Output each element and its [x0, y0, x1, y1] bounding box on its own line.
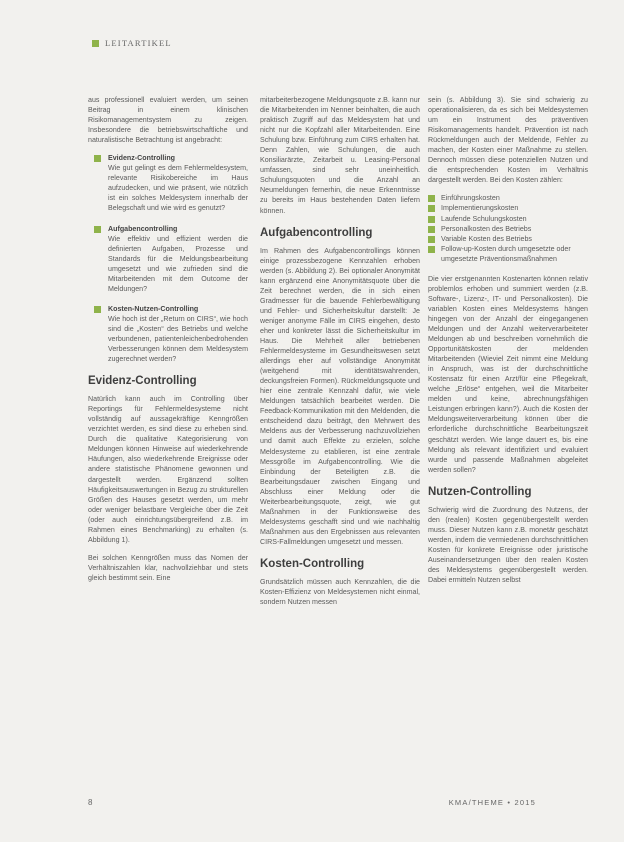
item-text: Wie hoch ist der „Return on CIRS“, wie hoch sind die „Kosten“ des Betriebs und welche verbundenen, patientenleichenbedrohenden Verbesserungen können dem Meldesystem zugerechnet werden? [108, 314, 248, 364]
cost-list [428, 193, 588, 263]
item-text: Wie effektiv und effizient werden die definierten Aufgaben, Prozesse und Standards für die Meldungsbearbeitung umgesetzt und wie zufrieden sind die Mitarbeitenden mit dem Outcome der Meldungen? [108, 234, 248, 293]
paragraph: sein (s. Abbildung 3). Sie sind schwierig zu operationalisieren, da es sich bei Meldesystemen um ein Instrument des präventiven Risikomanagements handelt. Prävention ist nach Rückmeldungen auch der Meldende, Fehler zu machen, der Kosten einer Maßnahme zu stellen. Dennoch müssen diese potenziellen Nutzen und die entsprechenden Kosten im Verhältnis dargestellt werden. Bei den Kosten zählen: [428, 96, 588, 185]
running-head [92, 38, 172, 48]
list-item [88, 153, 248, 213]
list-item: Follow-up-Kosten durch umgesetzte oder umgesetzte Präventionsmaßnahmen [428, 244, 588, 264]
list-item [88, 304, 248, 364]
list-item [88, 224, 248, 294]
item-title: Evidenz-Controlling [108, 154, 175, 163]
column-1 [88, 95, 248, 591]
paragraph: Grundsätzlich müssen auch Kennzahlen, die die Kosten-Effizienz von Meldesystemen nicht einmal, sondern Nutzen messen [260, 577, 420, 607]
bullet-icon [428, 226, 435, 233]
paragraph: aus professionell evaluiert werden, um seinen Beitrag in einem klinischen Risikomanagementsystem zu zeigen. Insbesondere die betriebswirtschaftliche und naturalistische Betrachtung ist angebracht: [88, 96, 248, 145]
paragraph: Die vier erstgenannten Kostenarten können relativ problemlos erhoben und summiert werden (z.B. Software-, Lizenz-, IT- und Personalkosten). Die variablen Kosten eines Meldesystems hängen hingegen von der Anzahl der eingegangenen Meldungen und der Anzahl weiterverarbeiteter Meldungen ab und beschreiben vornehmlich die Opportunitätskosten der meldenden Mitarbeitenden (Wieviel Zeit nimmt eine Meldung in Anspruch, was ist der durchschnittliche Kostensatz für einen Arzt/für eine Pflegekraft, welche „Erlöse“ entgehen, weil die Mitarbeiter melden und keine, abrechnungsfähigen Leistungen erbringen kann?). Auch die Kosten der Meldungsweiterverarbeitung können über die erforderliche durchschnittliche Bearbeitungszeit geschätzt werden. Wie lange dauert es, bis eine Meldung als relevant identifiziert und evaluiert wurde und passende Maßnahmen abgeleitet werden sollen? [428, 274, 588, 474]
bullet-icon [428, 236, 435, 243]
paragraph: mitarbeiterbezogene Meldungsquote z.B. kann nur die Mitarbeitenden im Nenner beinhalten, die auch praktisch Zugriff auf das Meldesystem hat und nicht nur die Kopfzahl aller Mitarbeitenden. Eine Schulung bzw. Einführung zum CIRS erhalten hat. Denn Zahlen, wie Schulungen, die auch Konsiliarärzte, Zeitarbeit u. Leasing-Personal umfassen, sind sehr uneinheitlich. Schulungsquoten und die Anzahl an Neumeldungen fernerhin, die neue Erkenntnisse zu bereits im Haus bestehenden Daten liefern können. [260, 96, 420, 215]
section-heading: Nutzen-Controlling [428, 485, 532, 498]
running-title: LEITARTIKEL [105, 38, 172, 48]
item-text: Wie gut gelingt es dem Fehlermeldesystem, relevante Risikobereiche im Haus aufzudecken, und wie präsent, wie nützlich ist ein solches Meldesystem innerhalb der Belegschaft und wie wird es genutzt? [108, 164, 248, 213]
item-title: Kosten-Nutzen-Controlling [108, 304, 199, 313]
column-2 [260, 95, 420, 615]
bullet-icon [94, 155, 101, 162]
list-item: Implementierungskosten [428, 203, 588, 213]
section-heading: Aufgabencontrolling [260, 226, 373, 239]
bullet-icon [428, 205, 435, 212]
section-marker [92, 40, 99, 47]
bullet-icon [94, 226, 101, 233]
list-item: Laufende Schulungskosten [428, 214, 588, 224]
bullet-icon [428, 195, 435, 202]
column-3 [428, 95, 588, 593]
page-number: 8 [88, 798, 93, 807]
paragraph: Bei solchen Kenngrößen muss das Nomen der Verhältniszahlen klar, nachvollziehbar und stets gleich bestimmt sein. Eine [88, 553, 248, 582]
paragraph: Natürlich kann auch im Controlling über Reportings für Fehlermeldesysteme nicht vollständig auf aussagekräftige Kenngrößen verzichtet werden, es sind diese zu erheben sind. Durch die qualitative Kategorisierung von Meldungen können Hinweise auf wiederkehrende Häufungen, also wiederkehrende Ereignisse oder andere statistische Phänomene gewonnen und dargestellt werden. Ergänzend sollten Häufigkeitsauswertungen in Bezug zu strukturellen Größen des Hauses gesetzt werden, um mehr oder weniger belastbare Vergleiche über die Zeit (oder auch einrichtungsübergreifend z.B. im Rahmen eines Benchmarking) zu erhalten (s. Abbildung 1). [88, 395, 248, 544]
list-item: Variable Kosten des Betriebs [428, 234, 588, 244]
bullet-icon [428, 216, 435, 223]
paragraph: Im Rahmen des Aufgabencontrollings können einige prozessbezogene Kennzahlen erhoben werden (s. Abbildung 2). Bei optionaler Anonymität kann ergänzend eine Anonymitätsquote über die Zeit berechnet werden, die in sich einen Gradmesser für die bauende Fehlerbewältigung und Fehler- und Sicherheitskultur darstellt: Je weniger anonyme Fälle im CIRS eingehen, desto eher und konkreter lässt die Sicherheitskultur im Haus. Die Mehrheit aller betriebenen Fehlermeldesysteme im Gesundheitswesen setzt allerdings eher auf vollständige Anonymität (weitgehend mit identitätswahrenden, deckungsfreien Formen). Rückmeldungsquote und hier eine zentrale Kennzahl dafür, wie viele Meldungen tatsächlich bearbeitet werden. Die Feedback-Kommunikation mit den Meldenden, die entscheidend dazu beiträgt, den Mehrwert des Meldens aus der Verbesserung nachzuvollziehen und damit auch Effekte zu erzielen, solche Meldesysteme zu etablieren, ist eine zentrale Messgröße im Aufgabencontrolling. Wie die Einbindung der Beteiligten z.B. die Bearbeitungsdauer zwischen Eingang und Abschluss einer Meldung oder die Weiterbearbeitungsquote, zeigt, wie gut Maßnahmen in der Funktionsweise des Meldesystems geschafft sind und wie nachhaltig Maßnahmen aus den Ergebnissen aus relevanten CIRS-Fallmeldungen umgesetzt und messen. [260, 246, 420, 546]
list-item: Personalkosten des Betriebs [428, 224, 588, 234]
list-item: Einführungskosten [428, 193, 588, 203]
bullet-icon [94, 306, 101, 313]
section-heading: Kosten-Controlling [260, 557, 365, 570]
section-heading: Evidenz-Controlling [88, 375, 197, 388]
bullet-icon [428, 246, 435, 253]
paragraph: Schwierig wird die Zuordnung des Nutzens, der den (realen) Kosten gegenübergestellt werden muss. Dieser Nutzen kann z.B. monetär geschätzt werden, indem die vermiedenen durchschnittlichen Kosten für konkrete Ereignisse oder juristische Auseinandersetzungen über den realen Kosten des Meldesystems gegenübergestellt werden. Dabei ermitteln Nutzen selbst [428, 505, 588, 585]
magazine-footer: KMA/THEME • 2015 [448, 798, 536, 807]
item-title: Aufgabencontrolling [108, 224, 178, 233]
